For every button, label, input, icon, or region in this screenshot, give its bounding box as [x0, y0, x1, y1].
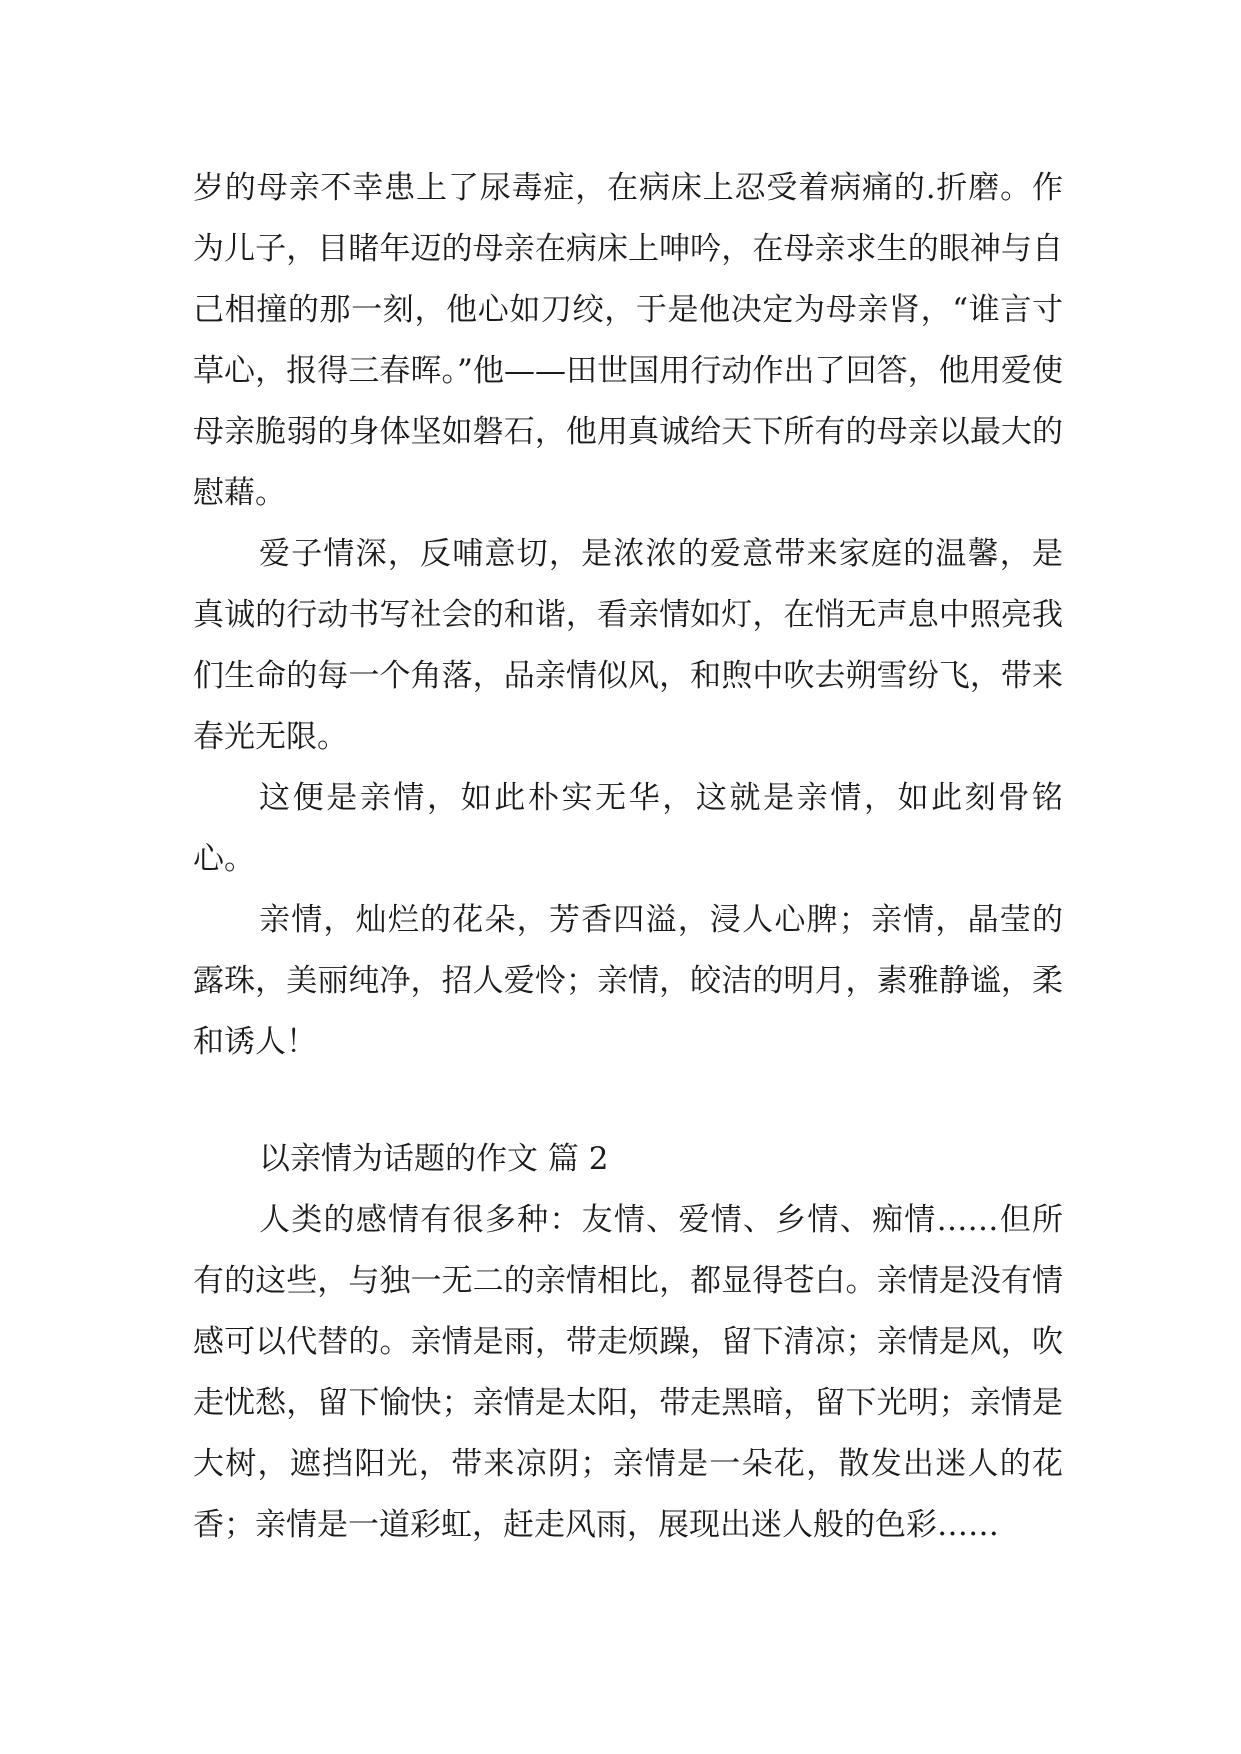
- paragraph-2: 爱子情深，反哺意切，是浓浓的爱意带来家庭的温馨，是真诚的行动书写社会的和谐，看亲情如灯，在悄无声息中照亮我们生命的每一个角落，品亲情似风，和煦中吹去朔雪纷飞，带来春光无限。: [193, 536, 1063, 755]
- paragraph-4: 亲情，灿烂的花朵，芳香四溢，浸人心脾；亲情，晶莹的露珠，美丽纯净，招人爱怜；亲情，皎洁的明月，素雅静谧，柔和诱人！: [193, 902, 1063, 1060]
- section-paragraph-1: 人类的感情有很多种：友情、爱情、乡情、痴情……但所有的这些，与独一无二的亲情相比，都显得苍白。亲情是没有情感可以代替的。亲情是雨，带走烦躁，留下清凉；亲情是风，吹走忧愁，留下愉快；亲情是太阳，带走黑暗，留下光明；亲情是大树，遮挡阳光，带来凉阴；亲情是一朵花，散发出迷人的花香；亲情是一道彩虹，赶走风雨，展现出迷人般的色彩……: [193, 1202, 1063, 1543]
- paragraph-1: 岁的母亲不幸患上了尿毒症，在病床上忍受着病痛的.折磨。作为儿子，目睹年迈的母亲在病床上呻吟，在母亲求生的眼神与自己相撞的那一刻，他心如刀绞，于是他决定为母亲肾，“谁言寸草心，报得三春晖。”他——田世国用行动作出了回答，他用爱使母亲脆弱的身体坚如磐石，他用真诚给天下所有的母亲以最大的慰藉。: [193, 170, 1063, 511]
- paragraph-3: 这便是亲情，如此朴实无华，这就是亲情，如此刻骨铭心。: [193, 780, 1063, 877]
- document-body: [193, 158, 1063, 1556]
- section-heading: 以亲情为话题的作文 篇 2: [259, 1141, 609, 1177]
